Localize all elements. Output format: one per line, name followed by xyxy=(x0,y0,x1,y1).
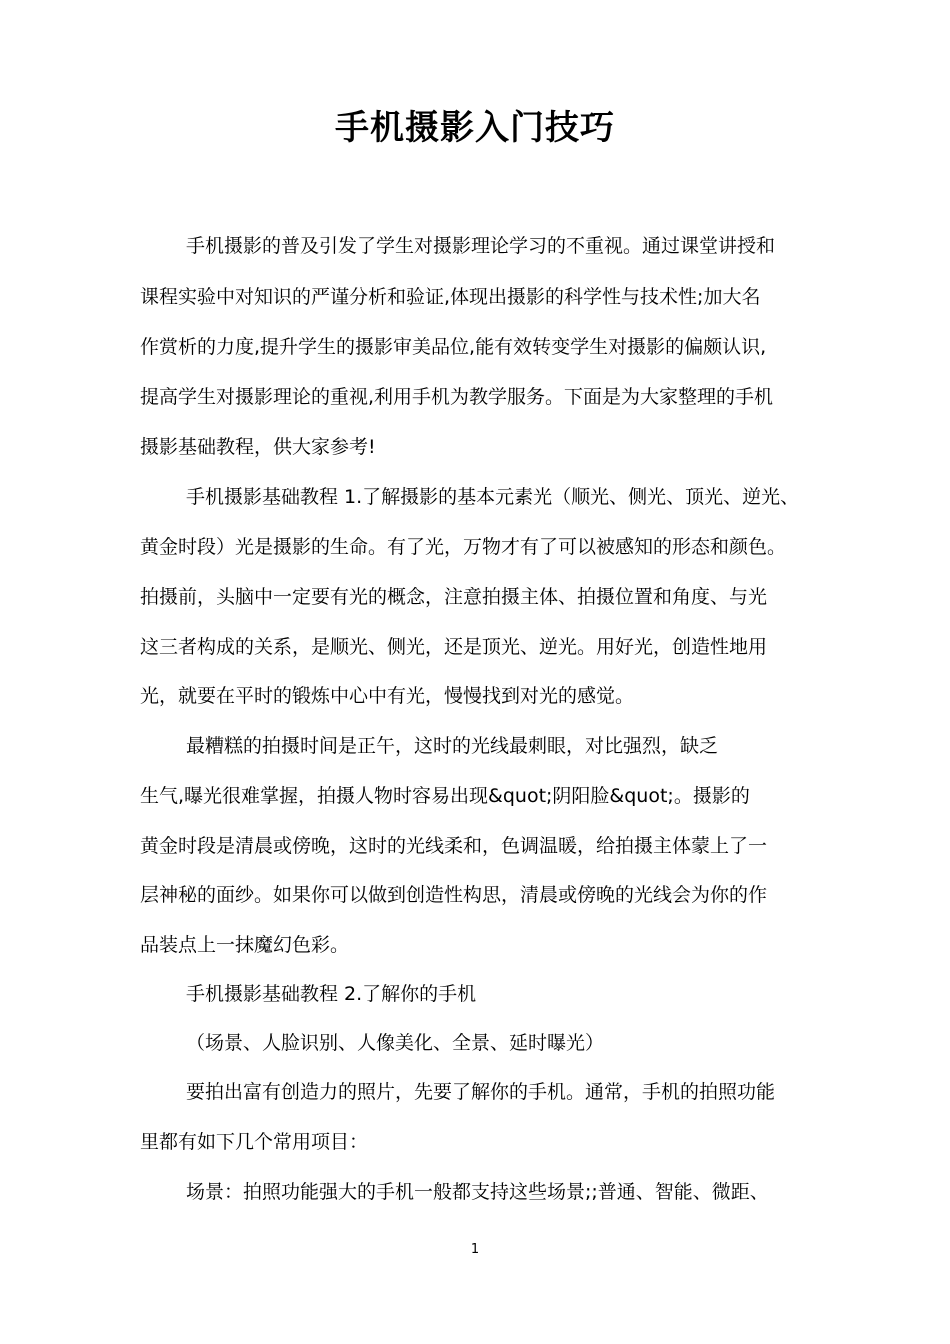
paragraph-line: 光，就要在平时的锻炼中心中有光，慢慢找到对光的感觉。 xyxy=(140,685,635,707)
paragraph-line: 手机摄影基础教程 1.了解摄影的基本元素光（顺光、侧光、顶光、逆光、 xyxy=(186,486,800,508)
paragraph-line: 课程实验中对知识的严谨分析和验证,体现出摄影的科学性与技术性;加大名 xyxy=(140,286,761,308)
paragraph-line: 生气,曝光很难掌握，拍摄人物时容易出现&quot;阴阳脸&quot;。摄影的 xyxy=(140,785,750,807)
paragraph-line: （场景、人脸识别、人像美化、全景、延时曝光） xyxy=(186,1032,605,1054)
paragraph-line: 场景：拍照功能强大的手机一般都支持这些场景;;普通、智能、微距、 xyxy=(186,1181,769,1203)
paragraph-line: 黄金时段是清晨或傍晚，这时的光线柔和，色调温暖，给拍摄主体蒙上了一 xyxy=(140,835,768,857)
paragraph-line: 黄金时段）光是摄影的生命。有了光，万物才有了可以被感知的形态和颜色。 xyxy=(140,536,787,558)
paragraph-line: 作赏析的力度,提升学生的摄影审美品位,能有效转变学生对摄影的偏颇认识, xyxy=(140,336,767,358)
paragraph-line: 层神秘的面纱。如果你可以做到创造性构思，清晨或傍晚的光线会为你的作 xyxy=(140,884,768,906)
document-title: 手机摄影入门技巧 xyxy=(335,108,615,148)
paragraph-line: 提高学生对摄影理论的重视,利用手机为教学服务。下面是为大家整理的手机 xyxy=(140,386,774,408)
paragraph-line: 要拍出富有创造力的照片，先要了解你的手机。通常，手机的拍照功能 xyxy=(186,1081,776,1103)
paragraph-line: 最糟糕的拍摄时间是正午，这时的光线最刺眼，对比强烈，缺乏 xyxy=(186,735,719,757)
paragraph-line: 里都有如下几个常用项目： xyxy=(140,1131,369,1153)
paragraph-line: 这三者构成的关系，是顺光、侧光，还是顶光、逆光。用好光，创造性地用 xyxy=(140,636,768,658)
paragraph-line: 品装点上一抹魔幻色彩。 xyxy=(140,934,350,956)
paragraph-line: 摄影基础教程，供大家参考! xyxy=(140,436,376,458)
paragraph-line: 拍摄前，头脑中一定要有光的概念，注意拍摄主体、拍摄位置和角度、与光 xyxy=(140,586,768,608)
page-number: 1 xyxy=(470,1242,480,1257)
paragraph-line: 手机摄影的普及引发了学生对摄影理论学习的不重视。通过课堂讲授和 xyxy=(186,235,776,257)
section-heading: 手机摄影基础教程 2.了解你的手机 xyxy=(186,983,477,1005)
